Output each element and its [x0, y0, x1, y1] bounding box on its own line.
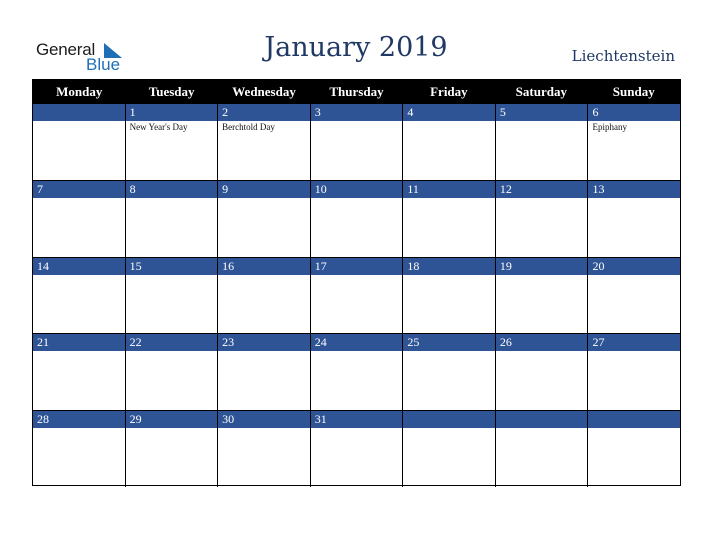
weekday-tuesday: Tuesday: [148, 84, 195, 99]
day-cell[interactable]: [126, 103, 219, 180]
day-cell[interactable]: [126, 410, 219, 487]
day-number: 13: [588, 180, 680, 198]
weekday-wednesday: Wednesday: [232, 84, 296, 99]
day-cell[interactable]: [496, 103, 589, 180]
holiday-label: [588, 275, 680, 276]
day-number: 30: [218, 410, 310, 428]
day-cell[interactable]: [496, 410, 589, 487]
day-number: 12: [496, 180, 588, 198]
week-row: [33, 410, 680, 487]
holiday-label: [311, 198, 403, 199]
week-row: [33, 180, 680, 257]
day-cell[interactable]: [218, 103, 311, 180]
day-number: [403, 410, 495, 428]
holiday-label: [496, 351, 588, 352]
day-number: 23: [218, 333, 310, 351]
day-cell[interactable]: [311, 333, 404, 410]
weekday-friday: Friday: [430, 84, 468, 99]
holiday-label: [403, 428, 495, 429]
weekday-saturday: Saturday: [515, 84, 567, 99]
week-row: [33, 333, 680, 410]
holiday-label: [33, 121, 125, 122]
holiday-label: [33, 198, 125, 199]
day-number: 31: [311, 410, 403, 428]
day-number: 16: [218, 257, 310, 275]
day-number: 8: [126, 180, 218, 198]
day-cell[interactable]: [218, 257, 311, 334]
day-cell[interactable]: [403, 333, 496, 410]
day-number: [33, 103, 125, 121]
day-number: [496, 410, 588, 428]
holiday-label: Berchtold Day: [222, 122, 275, 132]
holiday-label: [126, 428, 218, 429]
weekday-monday: Monday: [56, 84, 103, 99]
day-number: 3: [311, 103, 403, 121]
day-cell[interactable]: [218, 410, 311, 487]
weekday-sunday: Sunday: [612, 84, 655, 99]
day-number: 11: [403, 180, 495, 198]
holiday-label: [33, 351, 125, 352]
day-cell[interactable]: [588, 333, 680, 410]
logo-text-blue: Blue: [86, 55, 121, 74]
day-number: 10: [311, 180, 403, 198]
holiday-label: [126, 351, 218, 352]
day-cell[interactable]: [33, 410, 126, 487]
day-cell[interactable]: [311, 103, 404, 180]
day-number: 29: [126, 410, 218, 428]
day-number: 5: [496, 103, 588, 121]
day-cell[interactable]: [496, 180, 589, 257]
day-cell[interactable]: [588, 410, 680, 487]
day-number: 4: [403, 103, 495, 121]
day-number: 9: [218, 180, 310, 198]
holiday-label: New Year's Day: [129, 122, 188, 132]
weeks-container: [33, 103, 680, 487]
day-number: 18: [403, 257, 495, 275]
weekday-thursday: Thursday: [329, 84, 384, 99]
day-cell[interactable]: [311, 257, 404, 334]
calendar-grid: [32, 79, 681, 486]
day-cell[interactable]: [126, 257, 219, 334]
holiday-label: [403, 121, 495, 122]
day-cell[interactable]: [218, 333, 311, 410]
holiday-label: [218, 351, 310, 352]
day-cell[interactable]: [33, 333, 126, 410]
holiday-label: [33, 275, 125, 276]
day-number: 22: [126, 333, 218, 351]
day-cell[interactable]: [311, 410, 404, 487]
week-row: [33, 257, 680, 334]
holiday-label: [496, 198, 588, 199]
holiday-label: [126, 198, 218, 199]
day-number: 19: [496, 257, 588, 275]
day-number: 17: [311, 257, 403, 275]
day-cell[interactable]: [588, 103, 680, 180]
holiday-label: [588, 428, 680, 429]
day-number: 24: [311, 333, 403, 351]
holiday-label: [403, 351, 495, 352]
holiday-label: [588, 351, 680, 352]
holiday-label: [588, 198, 680, 199]
day-number: 21: [33, 333, 125, 351]
day-cell[interactable]: [403, 410, 496, 487]
logo-text-general: General: [36, 40, 96, 59]
day-number: 28: [33, 410, 125, 428]
holiday-label: [311, 275, 403, 276]
day-cell[interactable]: [33, 180, 126, 257]
holiday-label: [496, 428, 588, 429]
holiday-label: [403, 275, 495, 276]
day-cell[interactable]: [33, 103, 126, 180]
holiday-label: [311, 428, 403, 429]
calendar-title: January 2019: [264, 32, 448, 63]
day-cell[interactable]: [496, 333, 589, 410]
day-cell[interactable]: [126, 180, 219, 257]
country-label: Liechtenstein: [571, 47, 675, 65]
day-number: 15: [126, 257, 218, 275]
day-cell[interactable]: [403, 257, 496, 334]
day-cell[interactable]: [588, 257, 680, 334]
day-cell[interactable]: [496, 257, 589, 334]
day-number: [588, 410, 680, 428]
holiday-label: [311, 351, 403, 352]
holiday-label: [218, 428, 310, 429]
holiday-label: [218, 198, 310, 199]
weekday-header-row: [33, 80, 680, 103]
day-number: 1: [126, 103, 218, 121]
day-number: 20: [588, 257, 680, 275]
holiday-label: [403, 198, 495, 199]
week-row: [33, 103, 680, 180]
holiday-label: Epiphany: [592, 122, 627, 132]
day-number: 6: [588, 103, 680, 121]
day-number: 25: [403, 333, 495, 351]
holiday-label: [496, 275, 588, 276]
holiday-label: [496, 121, 588, 122]
day-number: 7: [33, 180, 125, 198]
day-number: 14: [33, 257, 125, 275]
day-cell[interactable]: [126, 333, 219, 410]
day-cell[interactable]: [403, 103, 496, 180]
holiday-label: [311, 121, 403, 122]
day-cell[interactable]: [33, 257, 126, 334]
day-cell[interactable]: [311, 180, 404, 257]
day-cell[interactable]: [218, 180, 311, 257]
holiday-label: [126, 275, 218, 276]
day-number: 27: [588, 333, 680, 351]
holiday-label: [218, 275, 310, 276]
holiday-label: [33, 428, 125, 429]
day-cell[interactable]: [403, 180, 496, 257]
day-cell[interactable]: [588, 180, 680, 257]
day-number: 2: [218, 103, 310, 121]
day-number: 26: [496, 333, 588, 351]
